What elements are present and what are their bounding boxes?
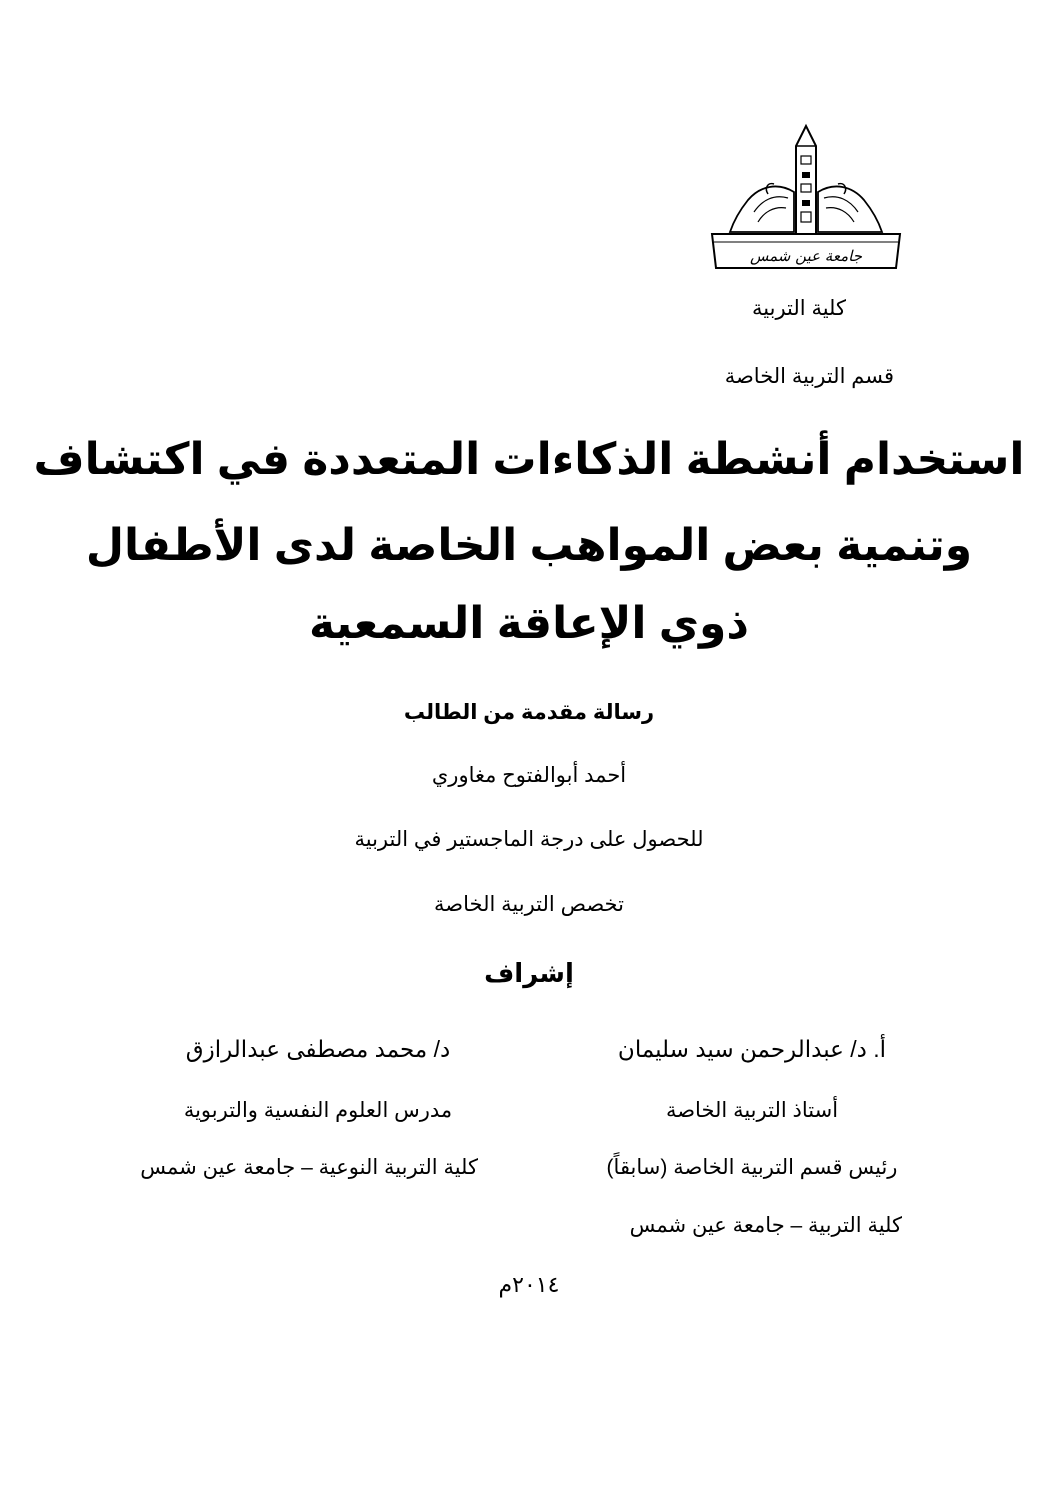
logo-text: جامعة عين شمس <box>750 247 862 265</box>
presented-by: رسالة مقدمة من الطالب <box>403 701 655 724</box>
supervisor-1-affiliation: كلية التربية – جامعة عين شمس <box>629 1214 902 1237</box>
degree-statement: للحصول على درجة الماجستير في التربية <box>354 828 704 851</box>
thesis-title-line-1: استخدام أنشطة الذكاءات المتعددة في اكتشاف <box>33 435 1025 484</box>
thesis-title-line-2: وتنمية بعض المواهب الخاصة لدى الأطفال <box>85 521 973 570</box>
supervisor-2-affiliation: كلية التربية النوعية – جامعة عين شمس <box>140 1156 478 1179</box>
supervisor-1-title: أستاذ التربية الخاصة <box>665 1099 839 1122</box>
department-name: قسم التربية الخاصة <box>724 365 894 388</box>
supervisor-2-title: مدرس العلوم النفسية والتربوية <box>183 1099 453 1122</box>
year: ٢٠١٤م <box>498 1272 560 1297</box>
faculty-name: كلية التربية <box>752 297 846 320</box>
supervision-heading: إشراف <box>484 958 574 988</box>
supervisor-1-name: أ. د/ عبدالرحمن سيد سليمان <box>617 1036 887 1062</box>
supervisor-2-name: د/ محمد مصطفى عبدالرازق <box>185 1036 451 1062</box>
specialty: تخصص التربية الخاصة <box>434 893 624 916</box>
thesis-title-line-3: ذوي الإعاقة السمعية <box>309 599 749 648</box>
supervisor-1-position: رئيس قسم التربية الخاصة (سابقاً) <box>606 1156 898 1179</box>
student-name: أحمد أبوالفتوح مغاوري <box>431 764 627 787</box>
university-logo-icon <box>708 122 904 270</box>
